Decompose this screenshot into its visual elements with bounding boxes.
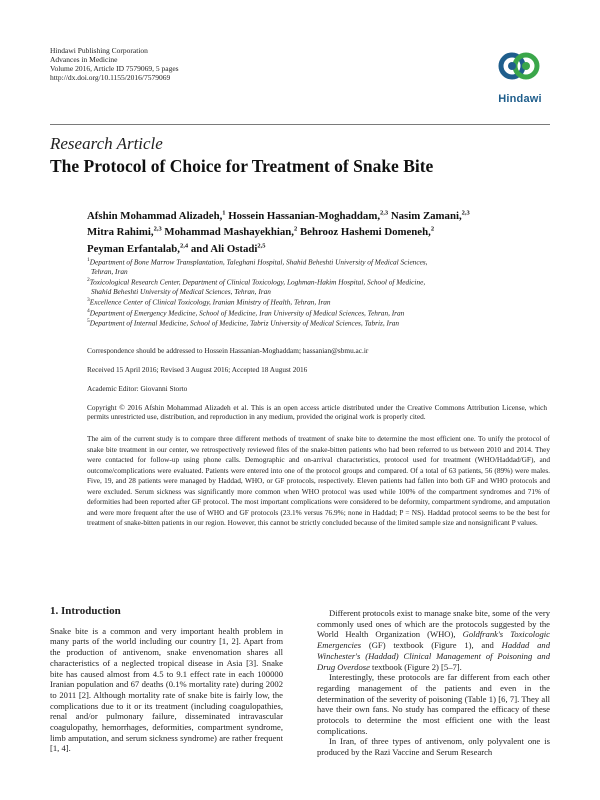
paragraph: Interestingly, these protocols are far different from each other regarding management of the patients and even in the determination of the severity of poisoning (Table 1) [6, 7]. They all have their own fans. No study has compared the efficacy of these protocols to determine the most efficient one with the least complications. bbox=[317, 672, 550, 736]
volume-info: Volume 2016, Article ID 7579069, 5 pages bbox=[50, 64, 179, 73]
section-heading: 1. Introduction bbox=[50, 605, 121, 617]
author: Nasim Zamani,$^{2,3}$ bbox=[390, 209, 470, 222]
paragraph: Snake bite is a common and very important health problem in many parts of the world including our country [1, 2]. Apart from the production of antivenom, snake envenomation shares all characteristics of a neglected tropical disease in Asia [3]. Snake bite has caused almost from 4.5 to 9.1 effect rate in each 100000 Iranian population and 67 deaths (0.1% mortality rate) during 2002 to 2011 [2]. Although mortality rate of snake bite is fairly low, the complications due to it or its treatment (including coagulopathies, renal and/or pulmonary failure, disseminated intravascular coagulopathy, hemorrhages, deformities, compartment syndrome, limb amputation, and serum sickness syndrome) are rather frequent [1, 4]. bbox=[50, 625, 283, 754]
correspondence: Correspondence should be addressed to Hossein Hassanian-Moghaddam; hassanian@sbmu.ac.ir bbox=[87, 346, 369, 355]
journal-name: Advances in Medicine bbox=[50, 55, 118, 64]
affiliation: $^2$Toxicological Research Center, Department of Clinical Toxicology, Loghman-Hakim Hospital, School of Medicine, Shahid Beheshti University of Medical Sciences, Tehran, Iran bbox=[87, 277, 426, 296]
author: Afshin Mohammad Alizadeh,$^1$ bbox=[87, 209, 226, 222]
article-title: The Protocol of Choice for Treatment of Snake Bite bbox=[50, 156, 434, 176]
journal-header bbox=[50, 46, 179, 82]
left-column bbox=[50, 606, 283, 754]
author: and Ali Ostadi$^{2,5}$ bbox=[190, 242, 266, 255]
paragraph: Different protocols exist to manage snake bite, some of the very commonly used ones of which are the protocols suggested by the World Health Organization (WHO), Goldfrank's Toxicologic Emergencies (GF) textbook (Figure 1), and Haddad and Winchester's (Haddad) Clinical Management of Poisoning and Drug Overdose textbook (Figure 2) [5–7]. bbox=[317, 608, 550, 672]
copyright-notice: Copyright © 2016 Afshin Mohammad Alizadeh et al. This is an open access article distributed under the Creative Commons Attribution License, which permits unrestricted use, distribution, and reproduction in any medium, provided the original work is properly cited. bbox=[87, 403, 547, 422]
author: Behrooz Hashemi Domeneh,$^2$ bbox=[299, 225, 435, 239]
logo-wordmark: Hindawi bbox=[498, 93, 542, 105]
academic-editor: Academic Editor: Giovanni Storto bbox=[87, 384, 188, 393]
paragraph: In Iran, of three types of antivenom, only polyvalent one is produced by the Razi Vaccine and Serum Research bbox=[317, 736, 550, 758]
header-divider bbox=[50, 124, 550, 125]
author: Hossein Hassanian-Moghaddam,$^{2,3}$ bbox=[228, 209, 389, 222]
affiliation: $^5$Department of Internal Medicine, School of Medicine, Tabriz University of Medical Sciences, Tabriz, Iran bbox=[87, 318, 400, 328]
hindawi-logo-icon bbox=[492, 44, 548, 92]
article-dates: Received 15 April 2016; Revised 3 August 2016; Accepted 18 August 2016 bbox=[87, 365, 308, 374]
affiliation: $^1$Department of Bone Marrow Transplantation, Taleghani Hospital, Shahid Beheshti University of Medical Sciences, Tehran, Iran bbox=[87, 257, 428, 276]
doi-link[interactable]: http://dx.doi.org/10.1155/2016/7579069 bbox=[50, 73, 171, 82]
affiliations bbox=[87, 256, 547, 328]
author: Mitra Rahimi,$^{2,3}$ bbox=[87, 225, 162, 239]
author: Mohammad Mashayekhian,$^2$ bbox=[164, 225, 298, 239]
affiliation: $^4$Department of Emergency Medicine, School of Medicine, Iran University of Medical Sciences, Tehran, Iran bbox=[87, 307, 405, 318]
abstract: The aim of the current study is to compare three different methods of treatment of snake bite to determine the most efficient one. To unify the protocol of snake bite treatment in our center, we retrospectively reviewed files of the snake-bitten patients who had been referred to us between 2010 and 2014. They were contacted for follow-up using phone calls. Demographic and on-arrival characteristics, protocol used for treatment (WHO/Haddad/GF), and outcome/complications were evaluated. Patients were entered into one of the protocol groups and compared. Of a total of 63 patients, 56 (89%) were males. Five, 19, and 28 patients were managed by Haddad, WHO, or GF protocols, respectively. Eleven patients had fallen into both GF and WHO protocols and were excluded. Serum sickness was significantly more common when WHO protocol was used while 100% of the compartment syndromes and 71% of deformities had been reported after GF protocol. The most important complications were considered to be deformity, compartment syndrome, and amputation and were more frequent after the use of WHO and GF protocols (23.1% versus 76.9%; none in Haddad; P = NS). Haddad protocol seems to be the best for treatment of snake-bitten patients in our region. However, this cannot be strictly concluded because of the limited sample size and nonsignificant P values. bbox=[87, 434, 550, 527]
hindawi-logo bbox=[492, 44, 548, 106]
author: Peyman Erfantalab,$^{2,4}$ bbox=[87, 242, 189, 255]
right-column bbox=[317, 608, 550, 758]
affiliation: $^3$Excellence Center of Clinical Toxicology, Iranian Ministry of Health, Tehran, Iran bbox=[87, 297, 331, 307]
publisher-name: Hindawi Publishing Corporation bbox=[50, 46, 148, 55]
author-list bbox=[87, 206, 547, 256]
article-type: Research Article bbox=[50, 134, 163, 153]
